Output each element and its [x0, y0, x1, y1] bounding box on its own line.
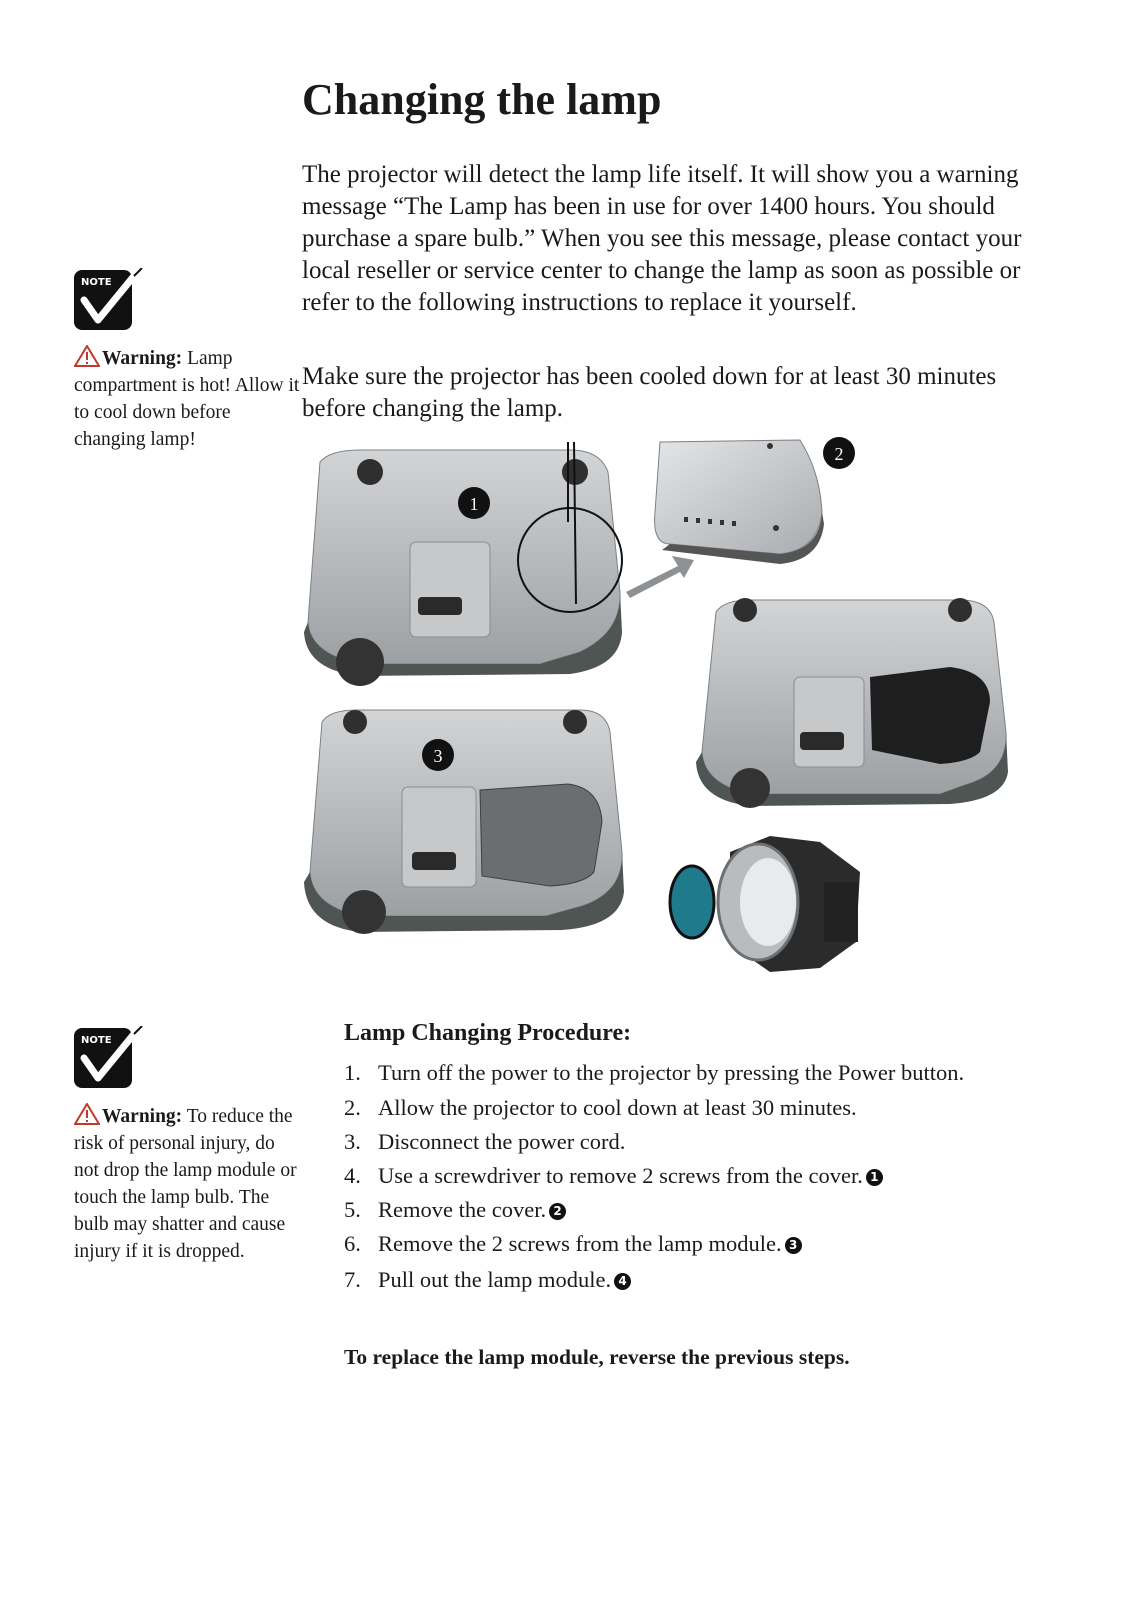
step-badge-1 — [458, 487, 490, 519]
note-icon — [74, 268, 134, 330]
step-text: Turn off the power to the projector by pressing the Power button. — [378, 1060, 965, 1085]
warning-note-injury — [74, 1103, 304, 1265]
step-marker-icon: 1 — [866, 1169, 883, 1186]
move-arrow-icon — [626, 556, 694, 598]
svg-text:NOTE: NOTE — [81, 277, 112, 288]
projector-step-3 — [304, 710, 624, 934]
step-badge-2 — [823, 437, 855, 469]
warning-text: To reduce the risk of personal injury, do not drop the lamp module or touch the lamp bulb. The bulb may shatter and cause injury if it is dropped. — [74, 1106, 297, 1262]
warning-label: Warning: — [102, 348, 183, 369]
note-icon — [74, 1026, 134, 1088]
svg-text:1: 1 — [469, 494, 479, 514]
step-text: Use a screwdriver to remove 2 screws from the cover. — [378, 1163, 863, 1188]
step-text: Remove the cover. — [378, 1197, 547, 1222]
svg-text:3: 3 — [433, 746, 443, 766]
procedure-step: 7. Pull out the lamp module. 4 — [344, 1267, 1044, 1293]
step-marker-icon: 4 — [614, 1273, 631, 1290]
lamp-module — [670, 836, 860, 972]
procedure-step: 1. Turn off the power to the projector by pressing the Power button. — [344, 1060, 965, 1085]
procedure-step: 6. Remove the 2 screws from the lamp module. 3 — [344, 1231, 1044, 1257]
svg-text:NOTE: NOTE — [81, 1035, 112, 1046]
procedure-step: 2. Allow the projector to cool down at least 30 minutes. — [344, 1095, 857, 1120]
step-badge-3 — [422, 739, 454, 771]
step-text: Pull out the lamp module. — [378, 1267, 612, 1292]
procedure-heading: Lamp Changing Procedure: — [344, 1020, 632, 1046]
step-text: Allow the projector to cool down at least 30 minutes. — [378, 1095, 857, 1120]
step-marker-icon: 3 — [785, 1237, 802, 1254]
procedure-steps — [344, 1060, 1044, 1293]
step-text: Disconnect the power cord. — [378, 1129, 626, 1154]
procedure-step: 5. Remove the cover. 2 — [344, 1197, 1044, 1223]
procedure-step: 3. Disconnect the power cord. — [344, 1129, 626, 1154]
lamp-replacement-illustration — [300, 432, 1038, 987]
warning-note-hot — [74, 345, 304, 453]
step-marker-icon: 2 — [549, 1203, 566, 1220]
cooldown-paragraph: Make sure the projector has been cooled down for at least 30 minutes before changing the lamp. — [302, 363, 997, 422]
lamp-cover — [655, 440, 824, 564]
intro-paragraph: The projector will detect the lamp life itself. It will show you a warning message “The Lamp has been in use for over 1400 hours. You should purchase a spare bulb.” When you see this message, please contact your local reseller or service center to change the lamp as soon as possible or refer to the following instructions to replace it yourself. — [302, 161, 1022, 316]
warning-text: Lamp compartment is hot! Allow it to cool down before changing lamp! — [74, 348, 300, 450]
warning-triangle-icon — [74, 345, 100, 367]
warning-label: Warning: — [102, 1106, 183, 1127]
procedure-footer: To replace the lamp module, reverse the previous steps. — [344, 1345, 850, 1369]
projector-step-2 — [696, 598, 1008, 808]
warning-triangle-icon — [74, 1103, 100, 1125]
page-title: Changing the lamp — [302, 75, 662, 124]
step-text: Remove the 2 screws from the lamp module. — [378, 1231, 782, 1256]
procedure-step: 4. Use a screwdriver to remove 2 screws from the cover. 1 — [344, 1163, 1044, 1189]
svg-text:2: 2 — [834, 444, 844, 464]
